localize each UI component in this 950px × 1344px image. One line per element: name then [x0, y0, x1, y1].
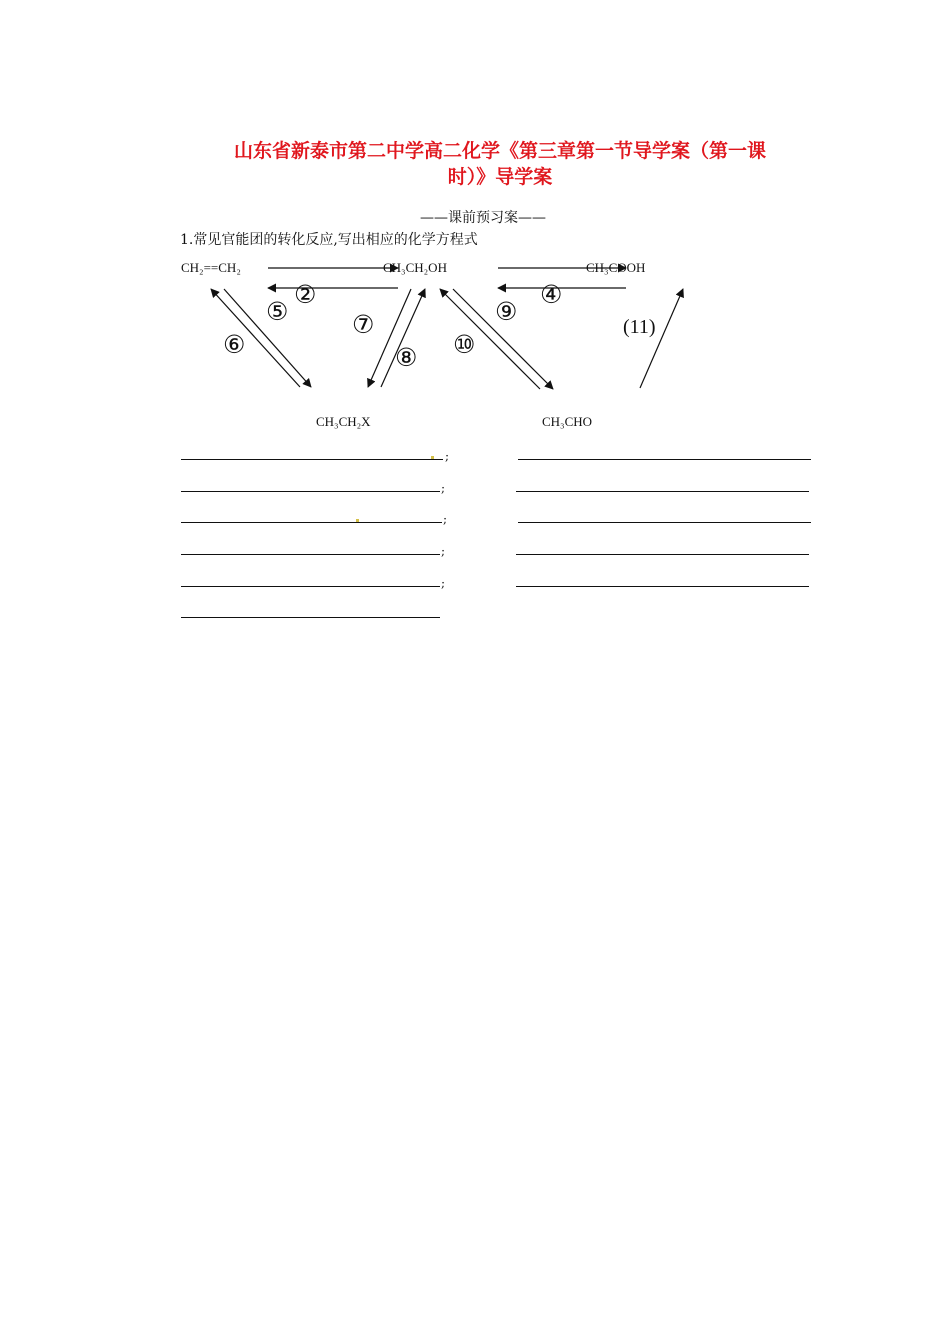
- separator-4: ;: [441, 544, 446, 558]
- compound-ethene: CH₂==CH₂: [181, 260, 241, 275]
- ink-speck: [431, 456, 434, 459]
- compound-acetaldehyde: CH₃CHO: [542, 414, 593, 429]
- arrow-acetaldehyde-to-acid: [640, 289, 683, 388]
- separator-5: ;: [441, 576, 446, 590]
- compound-ethanol: CH₃CH₂OH: [383, 260, 447, 275]
- answer-line-left-6[interactable]: [181, 617, 440, 618]
- answer-line-right-4[interactable]: [516, 554, 809, 555]
- arrow-haloethane-to-ethanol: [381, 289, 425, 387]
- answer-line-right-1[interactable]: [518, 459, 811, 460]
- label-reaction-9: ⑨: [495, 297, 518, 326]
- answer-line-right-2[interactable]: [516, 491, 809, 492]
- arrow-ethanol-to-haloethane: [368, 289, 411, 387]
- answer-line-left-2[interactable]: [181, 491, 440, 492]
- answer-line-right-3[interactable]: [518, 522, 811, 523]
- label-reaction-5: ⑤: [266, 297, 289, 326]
- label-reaction-7: ⑦: [352, 310, 375, 339]
- label-reaction-6: ⑥: [223, 330, 246, 359]
- label-reaction-2: ②: [294, 280, 317, 309]
- separator-3: ;: [443, 512, 448, 526]
- compound-acetic-acid: CH₃COOH: [586, 260, 646, 275]
- answer-line-right-5[interactable]: [516, 586, 809, 587]
- section-heading: ——课前预习案——: [420, 210, 546, 226]
- title-line-1: 山东省新泰市第二中学高二化学《第三章第一节导学案（第一课: [233, 140, 766, 162]
- ink-speck: [356, 519, 359, 522]
- compound-haloethane: CH₃CH₂X: [316, 414, 371, 429]
- label-reaction-11: (11): [623, 316, 656, 338]
- label-reaction-4: ④: [540, 280, 563, 309]
- answer-line-left-3[interactable]: [181, 522, 442, 523]
- label-reaction-8: ⑧: [395, 343, 418, 372]
- separator-2: ;: [441, 481, 446, 495]
- answer-line-left-4[interactable]: [181, 554, 440, 555]
- label-reaction-10: ⑩: [453, 330, 476, 359]
- reaction-diagram: [0, 0, 950, 440]
- answer-line-left-1[interactable]: [181, 459, 443, 460]
- question-text: 1.常见官能团的转化反应,写出相应的化学方程式: [180, 232, 478, 248]
- separator-1: ;: [445, 449, 450, 463]
- title-line-2: 时）》导学案: [447, 166, 553, 188]
- answer-line-left-5[interactable]: [181, 586, 440, 587]
